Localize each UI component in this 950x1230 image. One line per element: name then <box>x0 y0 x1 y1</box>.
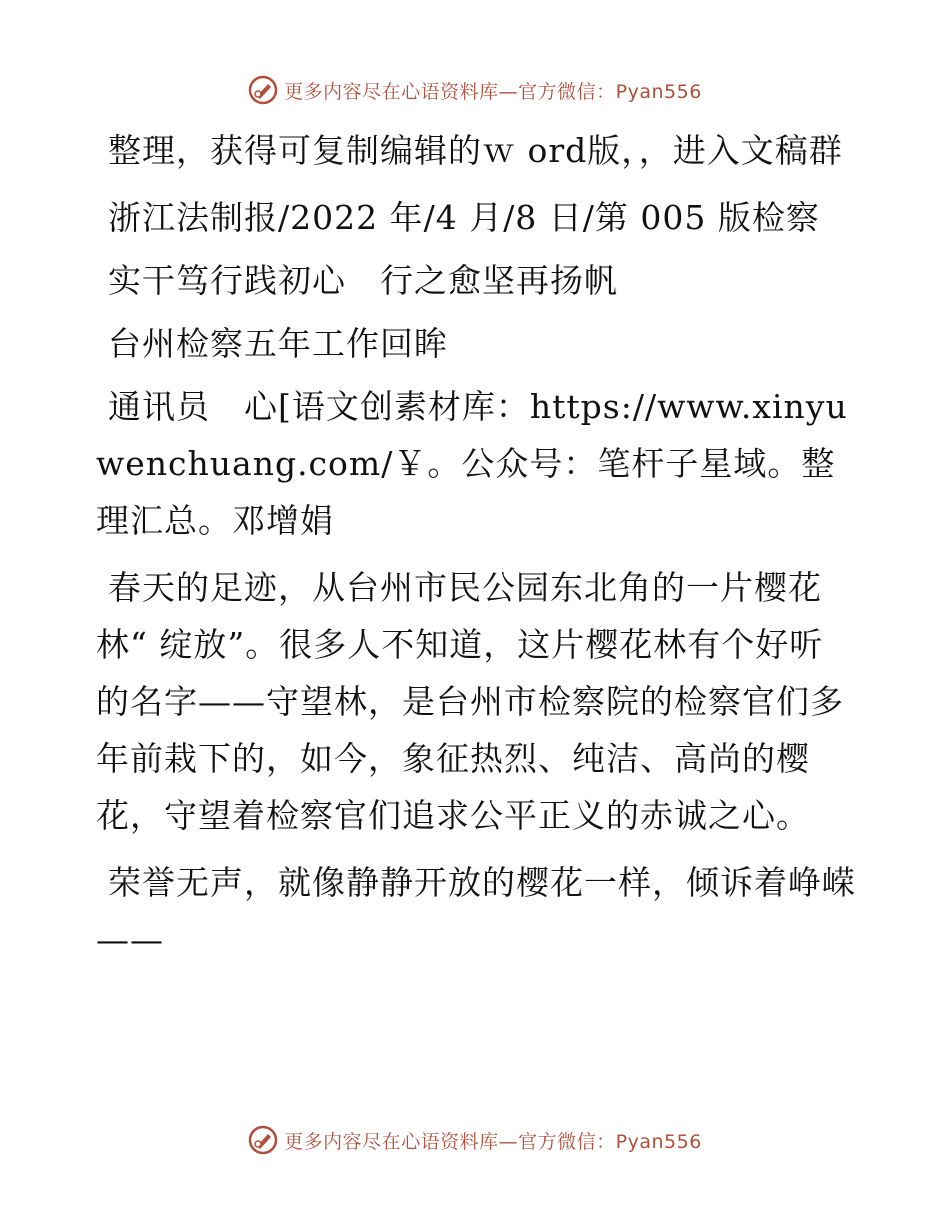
intro-paragraph: 整理，获得可复制编辑的ｗ ord版，，进入文稿群 <box>108 131 843 170</box>
body-paragraph: 荣誉无声，就像静静开放的樱花一样，倾诉着峥嵘—— <box>96 863 856 959</box>
header-banner <box>0 70 950 110</box>
article-title: 实干笃行践初心 行之愈坚再扬帆 <box>108 261 618 300</box>
header-banner-text: 更多内容尽在心语资料库—官方微信：Pyan556 <box>284 80 702 103</box>
article-subtitle: 台州检察五年工作回眸 <box>108 324 448 363</box>
footer-banner-text: 更多内容尽在心语资料库—官方微信：Pyan556 <box>284 1130 702 1153</box>
footer-banner <box>0 1120 950 1160</box>
pen-logo-icon <box>248 75 278 105</box>
document-body <box>96 122 856 978</box>
source-line: 浙江法制报/2022 年/4 月/8 日/第 005 版检察 <box>108 198 820 237</box>
body-paragraph: 春天的足迹，从台州市民公园东北角的一片樱花林“ 绽放”。很多人不知道，这片樱花林有个好听的名字——守望林，是台州市检察院的检察官们多年前栽下的，如今，象征热烈、纯洁、高尚的樱花，守望着检察官们追求公平正义的赤诚之心。 <box>96 568 844 835</box>
byline-paragraph: 通讯员 心[语文创素材库：https://www.xinyuwenchuang.com/￥。公众号：笔杆子星域。整理汇总。邓增娟 <box>96 387 848 540</box>
pen-logo-icon <box>248 1125 278 1155</box>
